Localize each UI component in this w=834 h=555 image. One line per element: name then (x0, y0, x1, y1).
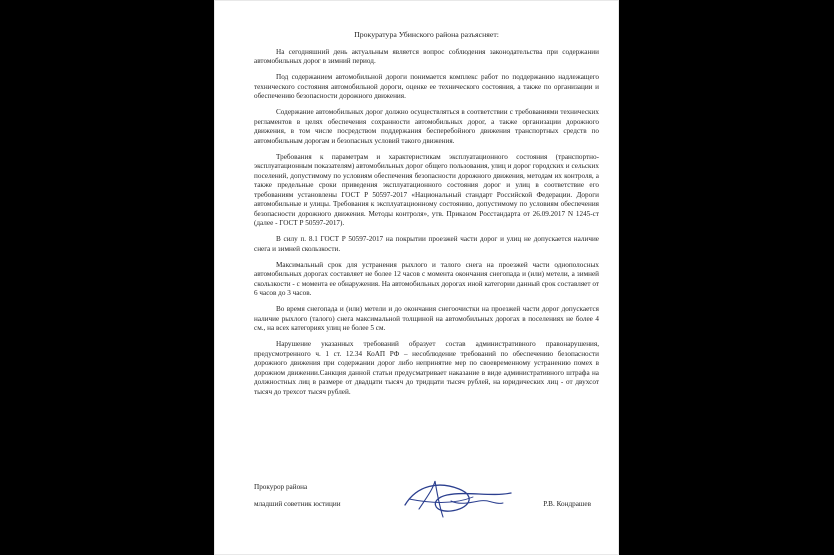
document-page (214, 0, 619, 555)
signer-title: Прокурор района (254, 483, 308, 491)
document-title: Прокуратура Убинского района разъясняет: (354, 30, 499, 39)
paragraph-8: Нарушение указанных требований образует состав административного правонарушения, предусмотренного ч. 1 ст. 12.34 КоАП РФ – несоблюдение требований по обеспечению безопасности дорожного движения при содержании дорог либо непринятие мер по своевременному устранению помех в дорожном движении.Санкция данной статьи предусматривает наказание в виде административного штрафа на должностных лиц в размере от двадцати тысяч до тридцати тысяч рублей, на юридических лиц - от двухсот тысяч до трехсот тысяч рублей. (254, 340, 599, 396)
signer-name: Р.В. Кондрашев (543, 500, 591, 508)
handwritten-signature (399, 475, 519, 523)
paragraph-3: Содержание автомобильных дорог должно осуществляться в соответствии с требованиями технических регламентов в целях обеспечения сохранности автомобильных дорог, а также организации дорожного движения, в том числе посредством поддержания бесперебойного движения транспортных средств по автомобильным дорогам и безопасных условий такого движения. (254, 108, 599, 145)
paragraph-4: Требования к параметрам и характеристикам эксплуатационного состояния (транспортно-эксплуатационным показателям) автомобильных дорог общего пользования, улиц и дорог городских и сельских поселений, допустимому по условиям обеспечения безопасности дорожного движения, методам их контроля, а также предельные сроки приведения эксплуатационного состояния дорог и улиц в соответствие его требованиям установлены ГОСТ Р 50597-2017 «Национальный стандарт Российской Федерации. Дороги автомобильные и улицы. Требования к эксплуатационному состоянию, допустимому по условиям обеспечения безопасности дорожного движения. Методы контроля», утв. Приказом Росстандарта от 26.09.2017 N 1245-ст (далее - ГОСТ Р 50597-2017). (254, 152, 599, 227)
paragraph-7: Во время снегопада и (или) метели и до окончания снегоочистки на проезжей части дорог допускается наличие рыхлого (талого) снега максимальной толщиной на автомобильных дорогах в поселениях не более 4 см., на всех категориях улиц не более 5 см. (254, 305, 599, 332)
paragraph-2: Под содержанием автомобильной дороги понимается комплекс работ по поддержанию надлежащего технического состояния автомобильной дороги, оценке ее технического состояния, а также по организации и обеспечению безопасности дорожного движения. (254, 73, 599, 100)
signature-block (254, 483, 599, 523)
paragraph-5: В силу п. 8.1 ГОСТ Р 50597-2017 на покрытии проезжей части дорог и улиц не допускается наличие снега и зимней скользкости. (254, 235, 599, 253)
paragraph-6: Максимальный срок для устранения рыхлого и талого снега на проезжей части однополосных автомобильных дорогах составляет не более 12 часов с момента окончания снегопада и (или) метели, а зимней скользкости - с момента ее обнаружения. На автомобильных дорогах иной категории данный срок составляет от 6 часов до 3 часов. (254, 260, 599, 297)
paragraph-1: На сегодняшний день актуальным является вопрос соблюдения законодательства при содержании автомобильных дорог в зимний период. (254, 47, 599, 65)
signer-rank: младший советник юстиции (254, 500, 341, 508)
document-body (254, 30, 599, 404)
